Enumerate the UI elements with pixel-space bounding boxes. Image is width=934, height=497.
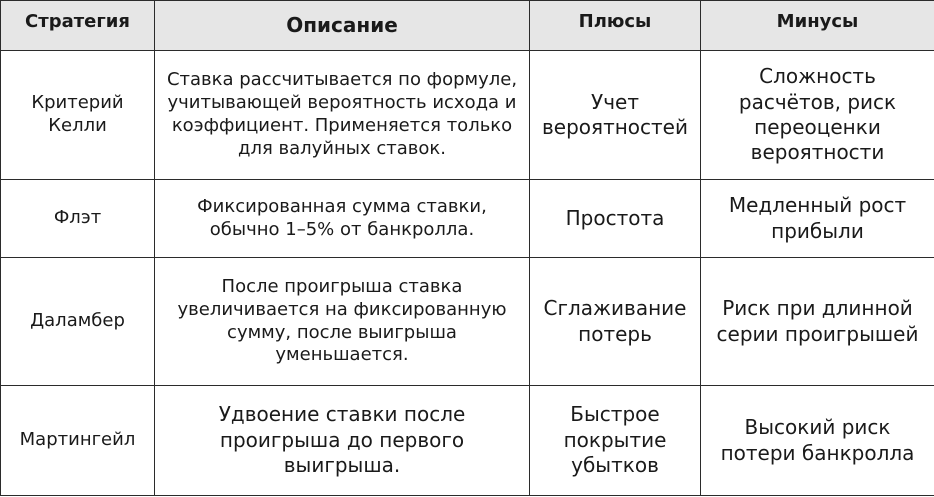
table-row	[1, 258, 934, 386]
table-header-row	[1, 1, 934, 51]
header-description: Описание	[155, 1, 530, 51]
pros-cell: Учет вероятностей	[530, 51, 701, 180]
table-row	[1, 180, 934, 258]
pros-cell: Быстрое покрытие убытков	[530, 386, 701, 496]
strategy-cell: Даламбер	[1, 258, 155, 386]
table-row	[1, 386, 934, 496]
header-strategy: Стратегия	[1, 1, 155, 51]
table-row	[1, 51, 934, 180]
cons-cell: Риск при длинной серии проигрышей	[701, 258, 934, 386]
description-cell: Фиксированная сумма ставки, обычно 1–5% от банкролла.	[155, 180, 530, 258]
header-cons: Минусы	[701, 1, 934, 51]
cons-cell: Медленный рост прибыли	[701, 180, 934, 258]
strategy-cell: Мартингейл	[1, 386, 155, 496]
pros-cell: Сглаживание потерь	[530, 258, 701, 386]
strategy-cell: Критерий Келли	[1, 51, 155, 180]
cons-cell: Сложность расчётов, риск переоценки вероятности	[701, 51, 934, 180]
cons-cell: Высокий риск потери банкролла	[701, 386, 934, 496]
pros-cell: Простота	[530, 180, 701, 258]
description-cell: После проигрыша ставка увеличивается на фиксированную сумму, после выигрыша уменьшается.	[155, 258, 530, 386]
description-cell: Удвоение ставки после проигрыша до первого выигрыша.	[155, 386, 530, 496]
strategy-cell: Флэт	[1, 180, 155, 258]
header-pros: Плюсы	[530, 1, 701, 51]
description-cell: Ставка рассчитывается по формуле, учитывающей вероятность исхода и коэффициент. Применяется только для валуйных ставок.	[155, 51, 530, 180]
